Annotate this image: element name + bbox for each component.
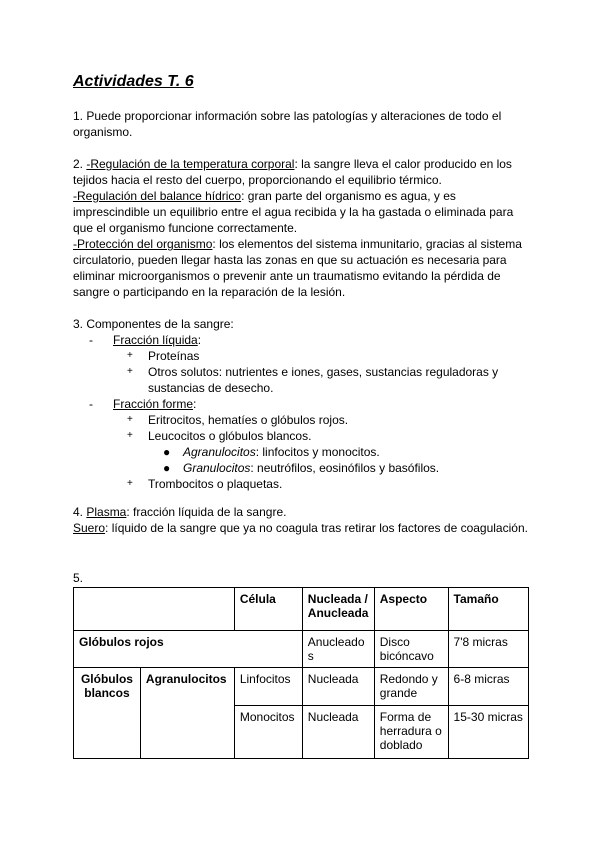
- blood-cells-table: [73, 587, 529, 759]
- fraccion-forme: Fracción forme: [113, 397, 194, 411]
- cell: Anucleados: [302, 631, 374, 668]
- header-cell: Tamaño: [448, 588, 528, 631]
- cell: 6-8 micras: [448, 668, 528, 706]
- definition: : fracción líquida de la sangre.: [126, 505, 287, 519]
- item-text: Trombocitos o plaquetas.: [148, 477, 283, 491]
- list-item: ● Agranulocitos: linfocitos y monocitos.: [163, 445, 380, 459]
- term: Suero: [73, 521, 106, 535]
- term: Granulocitos: [183, 461, 251, 475]
- definition: : líquido de la sangre que ya no coagula tras retirar los factores de coagulación.: [105, 521, 528, 535]
- item-text: : neutrófilos, eosinófilos y basófilos.: [250, 461, 440, 475]
- item-text: Otros solutos: nutrientes e iones, gases, sustancias reguladoras y sustancias de desecho.: [148, 365, 499, 395]
- term: Plasma: [86, 505, 127, 519]
- cell: 7'8 micras: [448, 631, 528, 668]
- definition: : gran parte del organismo es agua, y es imprescindible un equilibrio entre el agua recibida y la ha gastada o eliminada para que el organismo funcione correctamente.: [73, 189, 514, 235]
- group-label: Agranulocitos: [140, 668, 234, 759]
- empty-cell: [74, 588, 235, 631]
- table-row: [74, 631, 529, 668]
- list-item: + Proteínas: [127, 349, 200, 363]
- list-item: - Fracción forme:: [89, 397, 197, 411]
- answer-3-heading: 3. Componentes de la sangre:: [73, 317, 234, 331]
- row-label: Glóbulos blancos: [74, 668, 141, 759]
- term: -Regulación del balance hídrico: [73, 189, 242, 203]
- answer-3: [73, 316, 533, 492]
- answer-2: [73, 156, 533, 300]
- answer-1: 1. Puede proporcionar información sobre las patologías y alteraciones de todo el organismo.: [73, 109, 502, 139]
- page-title: Actividades T. 6: [73, 73, 194, 90]
- item-text: : linfocitos y monocitos.: [255, 445, 380, 459]
- item-text: Proteínas: [148, 349, 200, 363]
- answer-4: [73, 504, 533, 536]
- answer-4-prefix: 4.: [73, 505, 87, 519]
- definition: : la sangre lleva el calor producido en los tejidos hacia el resto del cuerpo, proporcionando el equilibrio térmico.: [73, 157, 512, 187]
- cell: Linfocitos: [234, 668, 302, 706]
- cell: Redondo y grande: [374, 668, 448, 706]
- term: Agranulocitos: [183, 445, 256, 459]
- header-cell: Célula: [234, 588, 302, 631]
- item-text: Leucocitos o glóbulos blancos.: [148, 429, 312, 443]
- cell: Monocitos: [234, 706, 302, 759]
- cell: 15-30 micras: [448, 706, 528, 759]
- item-text: Eritrocitos, hematíes o glóbulos rojos.: [148, 413, 349, 427]
- row-label: Glóbulos rojos: [74, 631, 303, 668]
- cell: Disco bicóncavo: [374, 631, 448, 668]
- answer-5-label: 5.: [73, 571, 84, 585]
- header-cell: Nucleada / Anucleada: [302, 588, 374, 631]
- table-row: [74, 668, 529, 706]
- list-item: + Leucocitos o glóbulos blancos.: [127, 429, 312, 443]
- header-cell: Aspecto: [374, 588, 448, 631]
- term: -Regulación de la temperatura corporal: [86, 157, 295, 171]
- term: -Protección del organismo: [73, 237, 213, 251]
- list-item: ● Granulocitos: neutrófilos, eosinófilos y basófilos.: [163, 461, 440, 475]
- definition: : los elementos del sistema inmunitario, gracias al sistema circulatorio, pueden llegar hasta las zonas en que su actuación es necesaria para eliminar microorganismos o prevenir ante un traumatismo evitando la pérdida de sangre o participando en la reparación de la lesión.: [73, 237, 522, 299]
- list-item: + Eritrocitos, hematíes o glóbulos rojos.: [127, 413, 349, 427]
- cell: Forma de herradura o doblado: [374, 706, 448, 759]
- cell: Nucleada: [302, 706, 374, 759]
- list-item: - Fracción líquida:: [89, 333, 202, 347]
- cell: Nucleada: [302, 668, 374, 706]
- list-item: + Trombocitos o plaquetas.: [127, 477, 283, 491]
- answer-2-prefix: 2.: [73, 157, 87, 171]
- list-item: + Otros solutos: nutrientes e iones, gases, sustancias reguladoras y sustancias de desecho.: [127, 365, 499, 395]
- fraccion-liquida: Fracción líquida: [113, 333, 198, 347]
- table-header-row: [74, 588, 529, 631]
